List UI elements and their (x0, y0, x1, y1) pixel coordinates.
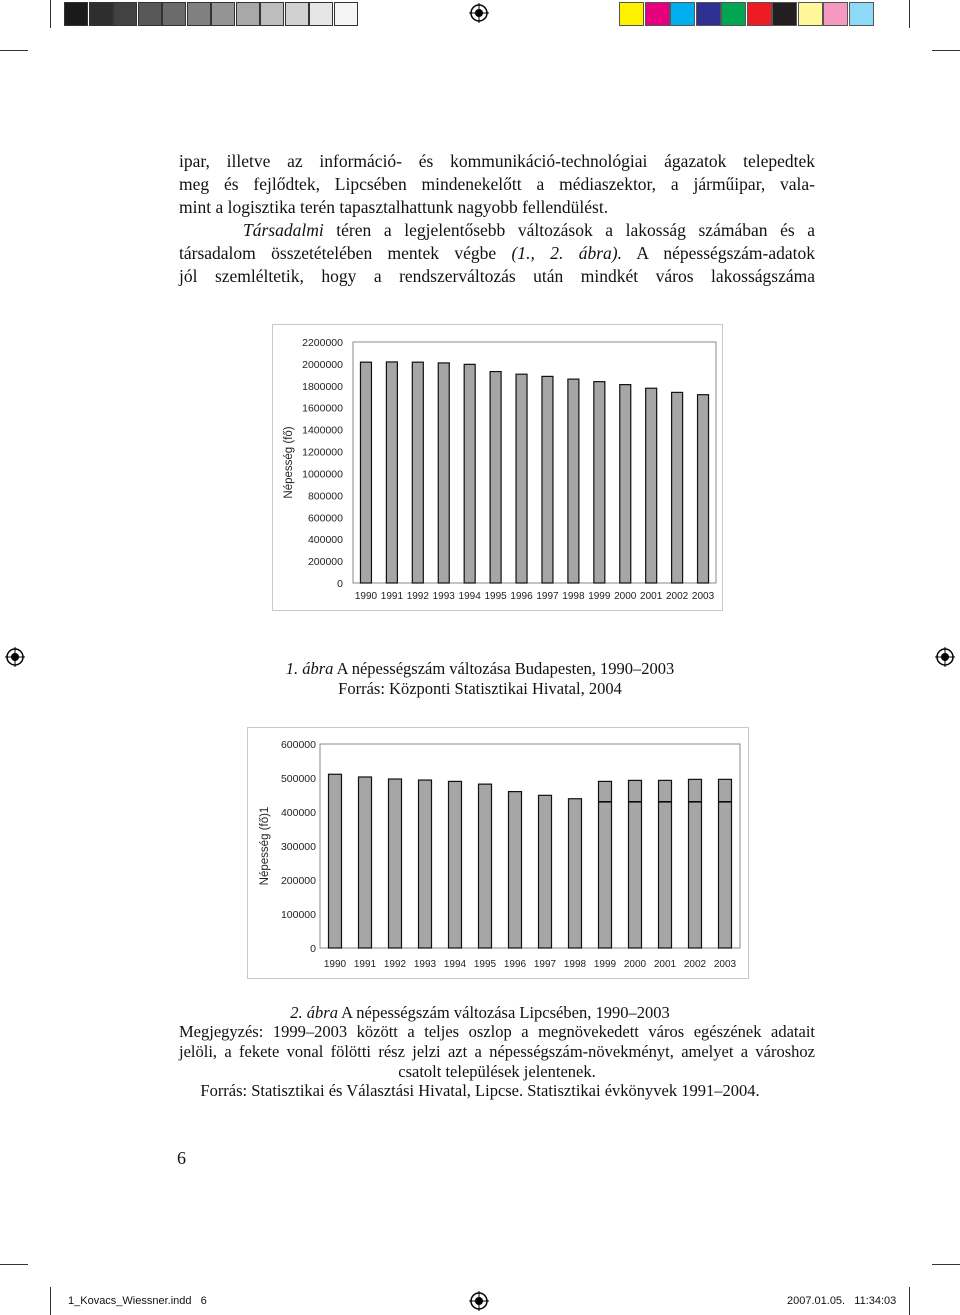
y-tick-label: 600000 (307, 512, 343, 525)
bar (386, 362, 397, 583)
x-tick-label: 1998 (563, 959, 587, 970)
color-swatch (619, 2, 644, 26)
x-tick-label: 2001 (640, 591, 663, 602)
x-tick-label: 1995 (473, 959, 497, 970)
figure-label: 2. ábra (290, 1003, 338, 1022)
color-swatch (798, 2, 823, 26)
color-swatch (309, 2, 333, 26)
y-tick-label: 300000 (280, 841, 316, 853)
color-swatch (113, 2, 137, 26)
paragraph-line: meg és fejlődtek, Lipcsében mindenekelőtt a médiaszektor, a járműipar, vala- (179, 174, 815, 194)
y-tick-label: 600000 (280, 739, 316, 751)
note-line: csatolt települések jelentenek. (398, 1062, 596, 1081)
x-tick-label: 2000 (623, 959, 647, 970)
crop-mark (932, 50, 960, 51)
figure-source-1: Forrás: Központi Statisztikai Hivatal, 2004 (338, 679, 622, 698)
x-tick-label: 1993 (432, 591, 455, 602)
y-tick-label: 800000 (307, 490, 343, 503)
figure-caption-1 (0, 659, 960, 679)
color-swatch (162, 2, 186, 26)
x-tick-label: 1993 (413, 959, 437, 970)
bar (568, 379, 579, 583)
x-tick-label: 2002 (665, 591, 689, 602)
bar (629, 780, 642, 948)
y-tick-label: 0 (310, 943, 316, 955)
y-tick-label: 1600000 (302, 402, 343, 415)
x-tick-label: 2001 (653, 959, 677, 970)
color-swatch (138, 2, 162, 26)
color-swatch (721, 2, 746, 26)
color-swatch (260, 2, 284, 26)
color-swatch (747, 2, 772, 26)
paragraph-line (179, 242, 815, 265)
x-tick-label: 1995 (484, 591, 507, 602)
crop-mark (909, 1287, 910, 1315)
paragraph-line: mint a logisztika terén tapasztalhattunk nagyobb fellendülést. (179, 197, 609, 217)
y-tick-label: 200000 (280, 875, 316, 887)
color-swatch (645, 2, 670, 26)
crop-mark (909, 0, 910, 28)
figure-title: A népességszám változása Lipcsében, 1990–2003 (337, 1003, 670, 1022)
bar-chart-leipzig (248, 728, 748, 978)
x-tick-label: 1994 (443, 959, 467, 970)
bar (359, 777, 372, 948)
bar-chart-budapest (273, 325, 722, 610)
color-swatch (211, 2, 235, 26)
x-tick-label: 2003 (713, 959, 737, 970)
footer-filename: 1_Kovacs_Wiessner.indd 6 (68, 1295, 207, 1307)
y-tick-label: 400000 (307, 534, 343, 547)
note-line: jelöli, a fekete vonal fölötti rész jelzi azt a népességszám-növekményt, amelyet a városhoz (179, 1042, 815, 1061)
y-tick-label: 1800000 (302, 380, 343, 393)
chart-frame-leipzig (247, 727, 749, 979)
paragraph-text: téren a legjelentősebb változások a lakosság számában és a (323, 220, 815, 240)
y-tick-label: 200000 (307, 556, 343, 569)
bar (542, 376, 553, 583)
paragraph-text: társadalom összetételében mentek végbe (179, 243, 512, 263)
figure-reference: (1., 2. ábra). (511, 243, 622, 263)
x-tick-label: 1991 (380, 591, 404, 602)
x-tick-label: 1994 (458, 591, 481, 602)
paragraph-line: jól szemléltetik, hogy a rendszerváltozás után mindkét város lakosságszáma (179, 266, 815, 286)
paragraph-line: ipar, illetve az információ- és kommunikáció-technológiai ágazatok telepedtek (179, 151, 815, 171)
registration-mark-icon (469, 3, 489, 23)
y-tick-label: 2200000 (302, 337, 343, 349)
color-swatch (89, 2, 113, 26)
x-tick-label: 1999 (593, 959, 617, 970)
bar (509, 792, 522, 948)
bar (599, 781, 612, 948)
crop-mark (0, 1264, 28, 1265)
y-tick-label: 1400000 (302, 424, 343, 437)
color-swatch (772, 2, 797, 26)
bar (689, 779, 702, 948)
y-tick-label: 500000 (280, 773, 316, 785)
bar (438, 363, 449, 583)
color-swatch (187, 2, 211, 26)
x-tick-label: 1999 (588, 591, 611, 602)
bar (389, 779, 402, 948)
color-swatch (285, 2, 309, 26)
y-axis-label: Népesség (fő) (283, 426, 295, 499)
bar (412, 362, 423, 583)
plot-area (320, 744, 740, 948)
color-swatch (670, 2, 695, 26)
x-tick-label: 1991 (353, 959, 377, 970)
bar (594, 382, 605, 583)
crop-mark (50, 1287, 51, 1315)
figure-source-2: Forrás: Statisztikai és Választási Hivatal, Lipcse. Statisztikai évkönyvek 1991–2004. (200, 1081, 760, 1100)
paragraph-line (179, 219, 815, 242)
color-swatch (236, 2, 260, 26)
paragraph-text: A népességszám-adatok (621, 243, 816, 263)
bar (719, 779, 732, 948)
x-tick-label: 1997 (536, 591, 559, 602)
bar (659, 780, 672, 948)
chart-frame-budapest (272, 324, 723, 611)
bar (329, 774, 342, 948)
y-tick-label: 1000000 (302, 468, 343, 481)
bar (490, 372, 501, 583)
x-tick-label: 1996 (510, 591, 533, 602)
bar (419, 780, 432, 948)
plot-area (353, 342, 716, 583)
color-swatch (696, 2, 721, 26)
color-swatch (64, 2, 88, 26)
color-swatch (334, 2, 358, 26)
bar (620, 385, 631, 583)
x-tick-label: 2002 (683, 959, 707, 970)
figure-caption-2 (0, 1003, 960, 1023)
x-tick-label: 1990 (354, 591, 378, 602)
note-line: Megjegyzés: 1999–2003 között a teljes oszlop a megnövekedett város egészének adatait (179, 1022, 815, 1041)
body-paragraph (179, 150, 815, 288)
bar (569, 799, 582, 948)
figure-note (179, 1022, 815, 1082)
x-tick-label: 1996 (503, 959, 527, 970)
bar (464, 364, 475, 583)
emphasis-text: Társadalmi (243, 220, 324, 240)
x-tick-label: 2003 (691, 591, 715, 602)
y-tick-label: 0 (337, 578, 343, 590)
crop-mark (932, 1264, 960, 1265)
bar (449, 781, 462, 948)
color-swatch (823, 2, 848, 26)
y-tick-label: 2000000 (302, 358, 343, 371)
x-tick-label: 1998 (562, 591, 585, 602)
page-number: 6 (177, 1148, 186, 1168)
y-tick-label: 1200000 (302, 446, 343, 459)
bar (516, 374, 527, 583)
color-swatch (849, 2, 874, 26)
registration-mark-icon (469, 1291, 489, 1311)
x-tick-label: 1992 (383, 959, 407, 970)
bar (698, 395, 709, 583)
x-tick-label: 1992 (406, 591, 429, 602)
crop-mark (0, 50, 28, 51)
x-tick-label: 1997 (533, 959, 557, 970)
x-tick-label: 2000 (614, 591, 637, 602)
footer-timestamp: 2007.01.05. 11:34:03 (787, 1295, 897, 1307)
figure-title: A népességszám változása Budapesten, 1990–2003 (333, 659, 675, 678)
y-axis-label: Népesség (fő)1 (259, 806, 271, 886)
bar (360, 362, 371, 583)
bar (646, 388, 657, 583)
crop-mark (50, 0, 51, 28)
x-tick-label: 1990 (323, 959, 347, 970)
y-tick-label: 100000 (280, 909, 316, 921)
figure-label: 1. ábra (285, 659, 334, 678)
bar (479, 784, 492, 948)
bar (539, 795, 552, 948)
bar (672, 392, 683, 583)
y-tick-label: 400000 (280, 807, 316, 819)
